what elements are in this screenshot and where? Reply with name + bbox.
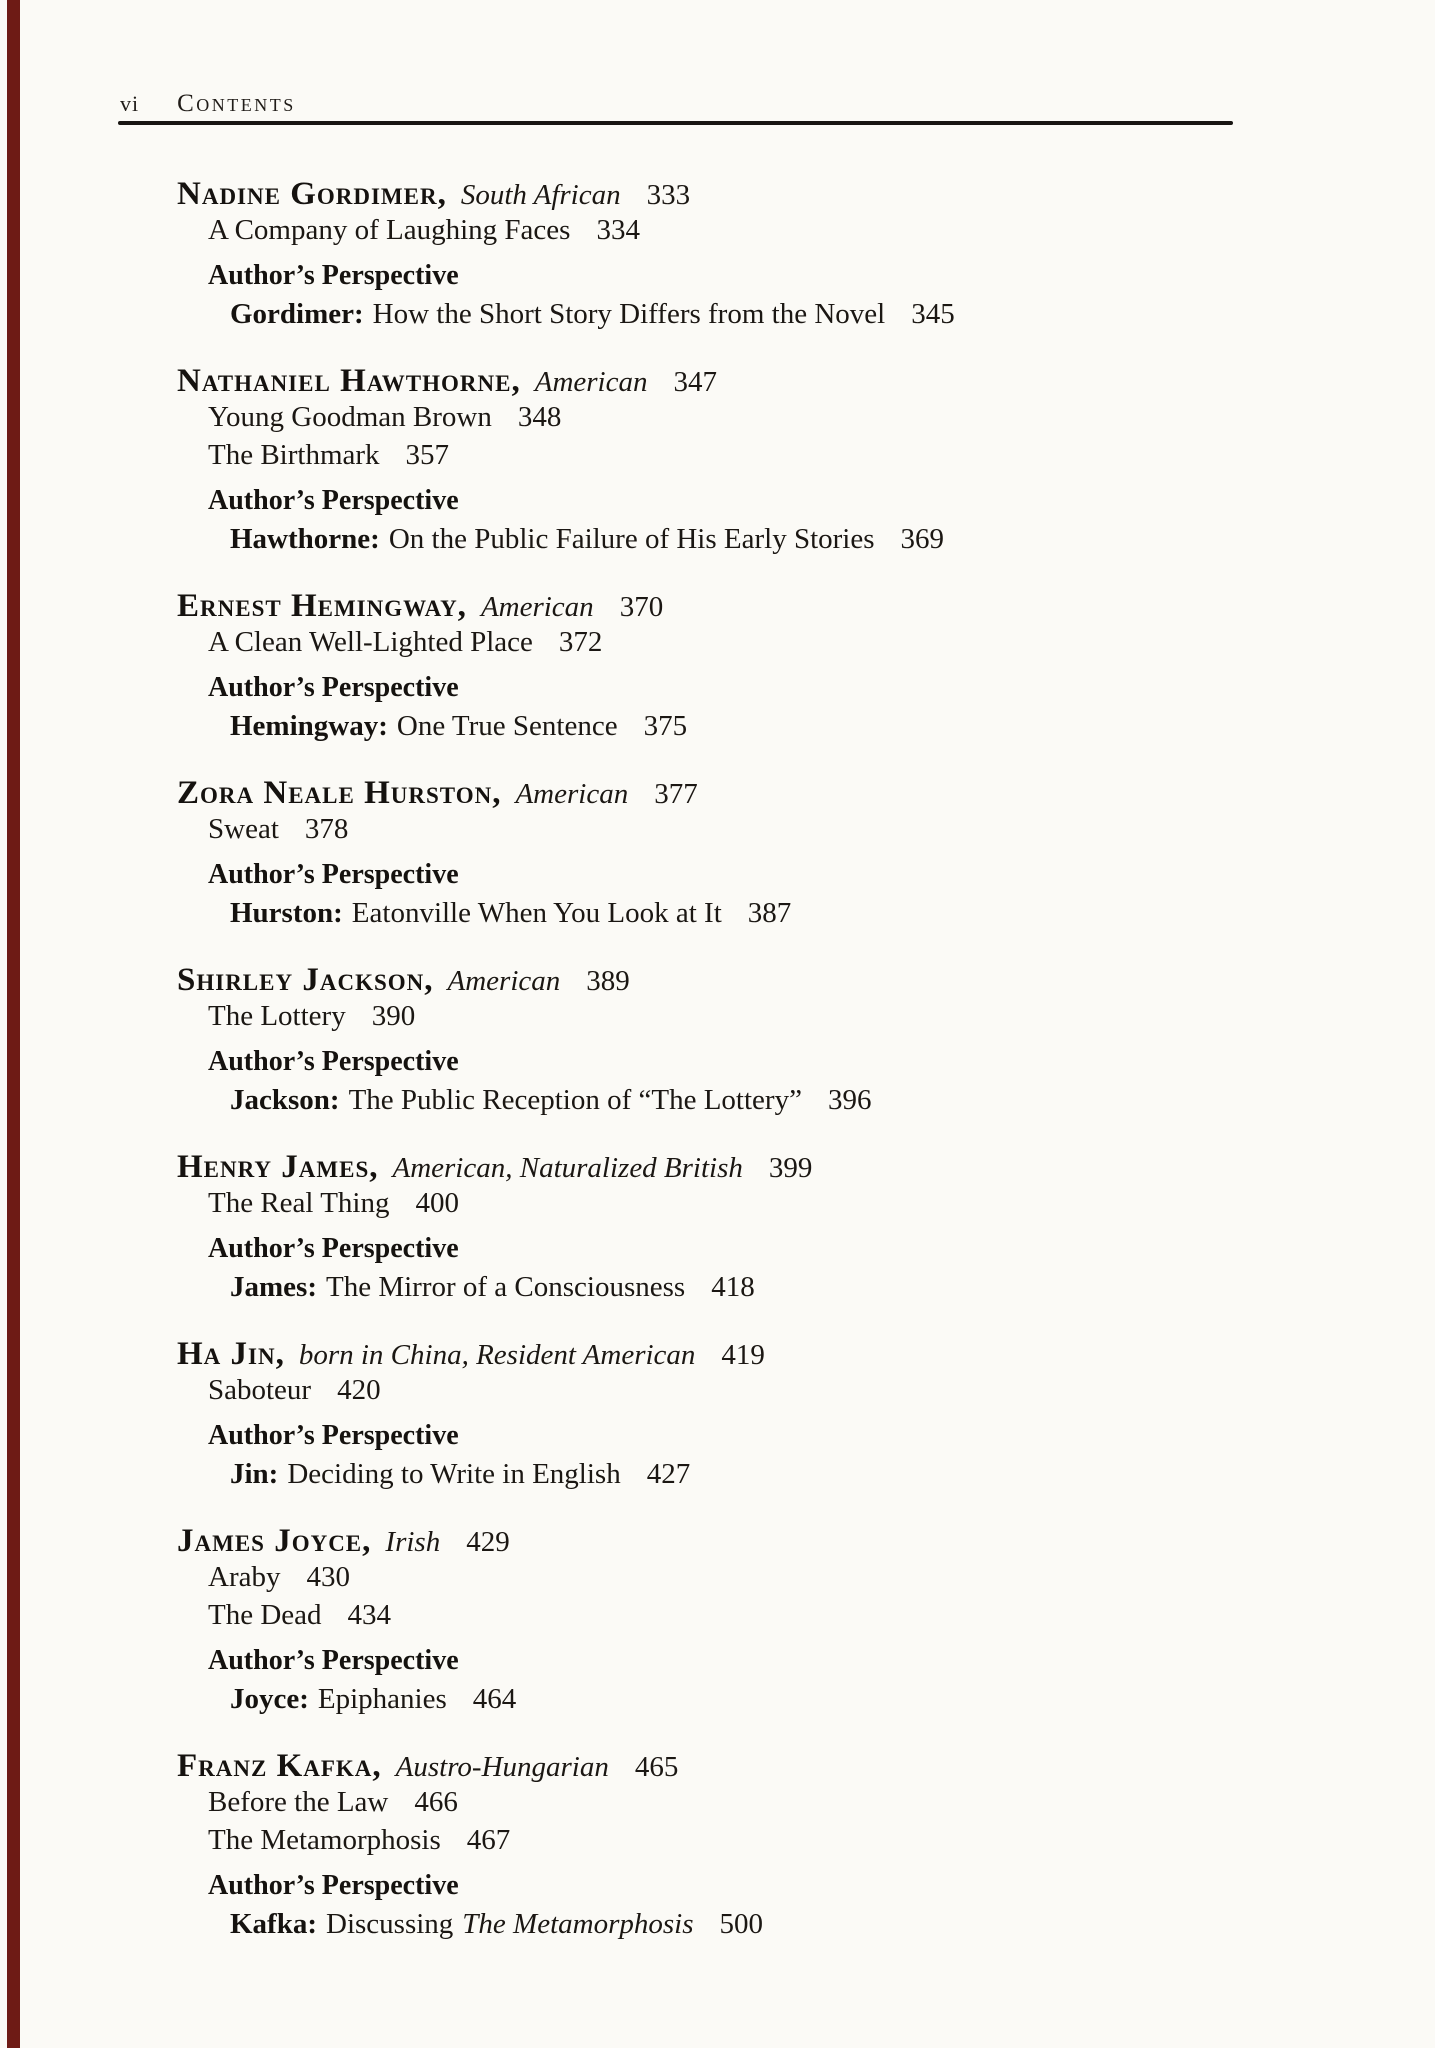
perspective-line [0, 1908, 1435, 1946]
author-line [0, 1336, 1435, 1374]
perspective-page-number: 375 [643, 710, 688, 742]
perspective-title: The Public Reception of “The Lottery” [348, 1084, 802, 1116]
work-line [0, 1561, 1435, 1599]
perspective-title: The Mirror of a Consciousness [325, 1271, 686, 1303]
perspective-title: Discussing [326, 1908, 454, 1940]
perspective-label: Author’s Perspective [208, 485, 459, 516]
author-name: Franz Kafka, [177, 1748, 382, 1784]
author-page-number: 377 [654, 778, 698, 810]
work-line [0, 1599, 1435, 1637]
author-name: Shirley Jackson, [177, 962, 434, 998]
work-title: Before the Law [208, 1786, 389, 1818]
work-title: Araby [208, 1561, 281, 1593]
perspective-title: Eatonville When You Look at It [351, 897, 722, 929]
author-line [0, 588, 1435, 626]
work-page-number: 334 [596, 214, 640, 246]
toc-entry [0, 588, 1435, 748]
author-nationality: American [515, 778, 629, 810]
perspective-speaker: Jackson: [230, 1084, 340, 1116]
toc-entry [0, 176, 1435, 336]
toc-entry [0, 775, 1435, 935]
author-page-number: 465 [634, 1751, 679, 1783]
work-line [0, 813, 1435, 851]
author-page-number: 347 [673, 366, 717, 398]
toc-entry [0, 363, 1435, 561]
perspective-speaker: Gordimer: [230, 298, 364, 330]
work-line [0, 1187, 1435, 1225]
work-title: Saboteur [208, 1374, 312, 1406]
perspective-page-number: 418 [711, 1271, 755, 1303]
author-name: Ernest Hemingway, [177, 588, 467, 624]
perspective-label: Author’s Perspective [208, 672, 459, 703]
work-page-number: 430 [306, 1561, 350, 1593]
perspective-page-number: 500 [719, 1908, 763, 1940]
work-page-number: 390 [371, 1000, 416, 1032]
work-line [0, 1824, 1435, 1862]
work-page-number: 372 [558, 626, 603, 658]
work-line [0, 214, 1435, 252]
toc-entry [0, 1523, 1435, 1721]
perspective-page-number: 396 [827, 1084, 872, 1116]
author-name: Nathaniel Hawthorne, [177, 363, 521, 399]
toc-entry [0, 962, 1435, 1122]
author-line [0, 1523, 1435, 1561]
table-of-contents [0, 176, 1435, 1973]
author-page-number: 419 [721, 1339, 765, 1371]
author-line [0, 1748, 1435, 1786]
perspective-page-number: 387 [747, 897, 792, 929]
author-nationality: Austro-Hungarian [395, 1751, 609, 1783]
perspective-label: Author’s Perspective [208, 1645, 459, 1676]
perspective-line [0, 1458, 1435, 1496]
author-line [0, 962, 1435, 1000]
perspective-title: Epiphanies [317, 1683, 447, 1715]
perspective-line [0, 1084, 1435, 1122]
work-line [0, 626, 1435, 664]
perspective-line [0, 1683, 1435, 1721]
author-line [0, 775, 1435, 813]
perspective-line [0, 897, 1435, 935]
perspective-label: Author’s Perspective [208, 859, 459, 890]
author-nationality: American [534, 366, 648, 398]
author-page-number: 333 [646, 179, 691, 211]
perspective-label: Author’s Perspective [208, 1046, 459, 1077]
work-title: The Metamorphosis [208, 1824, 441, 1856]
work-title: The Lottery [208, 1000, 346, 1032]
work-title: The Dead [208, 1599, 322, 1631]
toc-entry [0, 1336, 1435, 1496]
header-rule [118, 121, 1233, 125]
work-title: Sweat [208, 813, 279, 845]
perspective-line [0, 710, 1435, 748]
author-name: James Joyce, [177, 1523, 372, 1559]
perspective-speaker: Kafka: [230, 1908, 317, 1940]
author-name: Zora Neale Hurston, [177, 775, 502, 811]
work-line [0, 401, 1435, 439]
author-name: Nadine Gordimer, [177, 176, 447, 212]
author-line [0, 363, 1435, 401]
author-page-number: 399 [768, 1152, 813, 1184]
author-nationality: American [447, 965, 561, 997]
running-title: Contents [177, 90, 296, 117]
perspective-line [0, 523, 1435, 561]
perspective-title: How the Short Story Differs from the Novel [372, 298, 886, 330]
author-nationality: Irish [385, 1526, 441, 1558]
perspective-title-italic: The Metamorphosis [462, 1908, 694, 1940]
perspective-title: On the Public Failure of His Early Stories [388, 523, 875, 555]
folio-page-number: vi [120, 91, 140, 116]
perspective-line [0, 298, 1435, 336]
work-page-number: 420 [337, 1374, 381, 1406]
work-page-number: 467 [466, 1824, 511, 1856]
perspective-label: Author’s Perspective [208, 260, 459, 291]
work-page-number: 466 [414, 1786, 458, 1818]
perspective-page-number: 369 [900, 523, 945, 555]
work-line [0, 439, 1435, 477]
work-title: The Birthmark [208, 439, 380, 471]
author-page-number: 370 [619, 591, 664, 623]
work-page-number: 378 [304, 813, 349, 845]
work-title: The Real Thing [208, 1187, 390, 1219]
work-line [0, 1374, 1435, 1412]
author-nationality: born in China, Resident American [298, 1339, 696, 1371]
perspective-title: One True Sentence [396, 710, 618, 742]
author-nationality: American, Naturalized British [392, 1152, 743, 1184]
perspective-speaker: Hemingway: [230, 710, 388, 742]
author-nationality: American [480, 591, 594, 623]
perspective-speaker: Jin: [230, 1458, 279, 1490]
perspective-title: Deciding to Write in English [287, 1458, 621, 1490]
perspective-page-number: 427 [646, 1458, 691, 1490]
perspective-label: Author’s Perspective [208, 1233, 459, 1264]
perspective-speaker: Hurston: [230, 897, 343, 929]
page-header [120, 90, 296, 118]
work-page-number: 348 [517, 401, 562, 433]
work-title: Young Goodman Brown [208, 401, 492, 433]
author-line [0, 1149, 1435, 1187]
author-line [0, 176, 1435, 214]
toc-entry [0, 1748, 1435, 1946]
perspective-page-number: 464 [472, 1683, 517, 1715]
perspective-label: Author’s Perspective [208, 1420, 459, 1451]
author-nationality: South African [460, 179, 621, 211]
toc-entry [0, 1149, 1435, 1309]
perspective-speaker: Joyce: [230, 1683, 309, 1715]
perspective-speaker: Hawthorne: [230, 523, 380, 555]
perspective-label: Author’s Perspective [208, 1870, 459, 1901]
work-line [0, 1000, 1435, 1038]
work-page-number: 400 [415, 1187, 459, 1219]
perspective-speaker: James: [230, 1271, 317, 1303]
work-page-number: 434 [347, 1599, 392, 1631]
author-page-number: 389 [586, 965, 630, 997]
work-line [0, 1786, 1435, 1824]
work-title: A Company of Laughing Faces [208, 214, 571, 246]
author-name: Henry James, [177, 1149, 379, 1185]
work-page-number: 357 [405, 439, 450, 471]
author-name: Ha Jin, [177, 1336, 285, 1372]
perspective-line [0, 1271, 1435, 1309]
perspective-page-number: 345 [911, 298, 955, 330]
work-title: A Clean Well-Lighted Place [208, 626, 533, 658]
author-page-number: 429 [466, 1526, 510, 1558]
